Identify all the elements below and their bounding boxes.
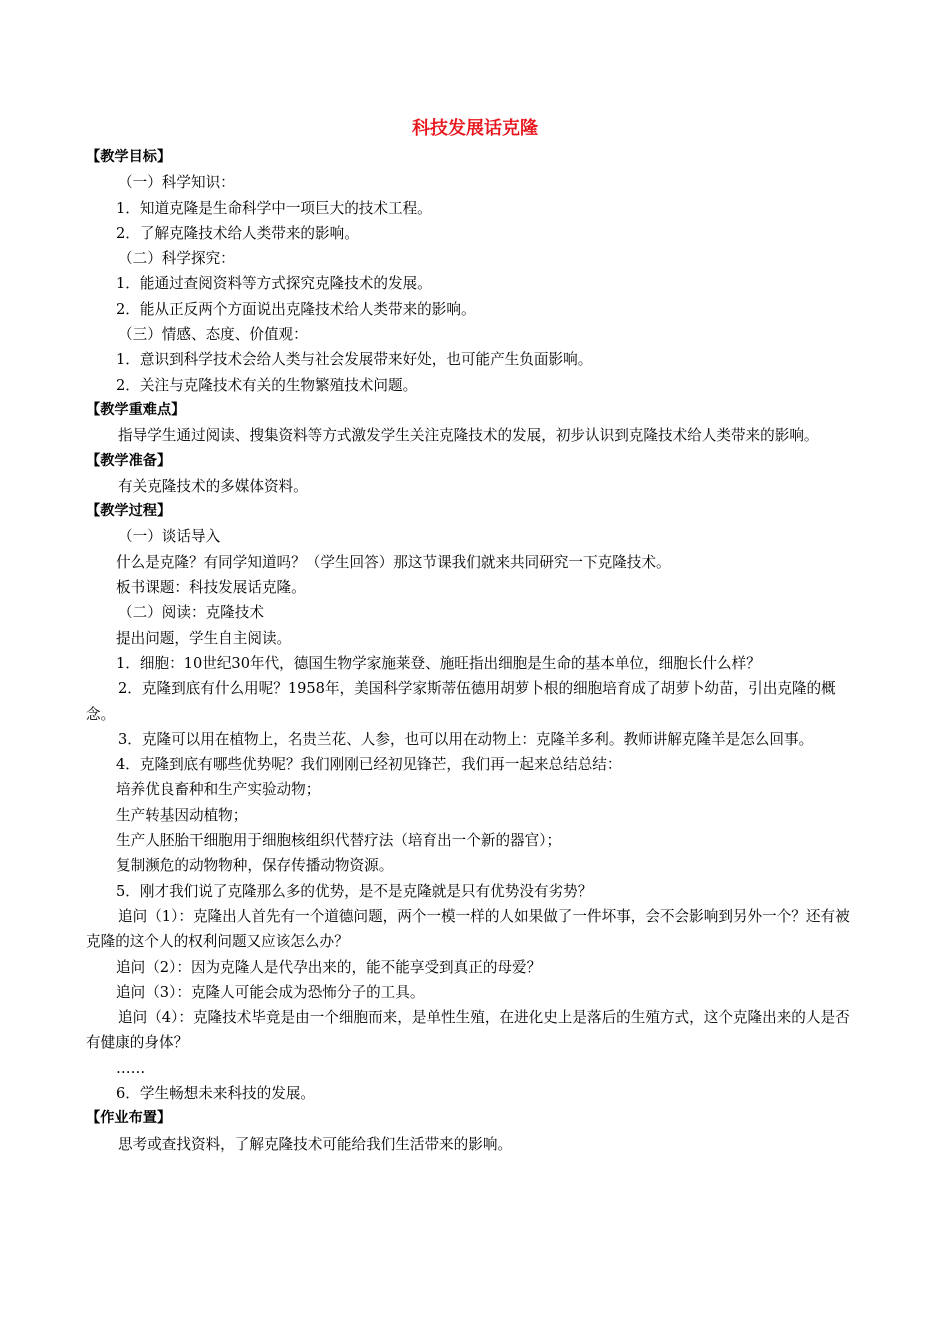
- document-title: 科技发展话克隆: [412, 118, 538, 139]
- goals-subheading: （一）科学知识：: [118, 174, 235, 192]
- process-ellipsis: ……: [116, 1059, 146, 1077]
- process-item: 5．刚才我们说了克隆那么多的优势，是不是克隆就是只有优势没有劣势？: [116, 882, 593, 900]
- process-item: 3．克隆可以用在植物上，名贵兰花、人参，也可以用在动物上：克隆羊多利。教师讲解克隆羊是怎么回事。: [118, 730, 814, 748]
- process-subheading: （二）阅读：克隆技术: [118, 604, 264, 622]
- process-paragraph: 板书课题：科技发展话克隆。: [116, 579, 306, 597]
- preparation-paragraph: 有关克隆技术的多媒体资料。: [118, 477, 308, 495]
- goals-item: 1．能通过查阅资料等方式探究克隆技术的发展。: [116, 275, 432, 293]
- process-list-line: 培养优良畜种和生产实验动物；: [116, 781, 321, 799]
- process-paragraph: 提出问题，学生自主阅读。: [116, 629, 292, 647]
- process-list-line: 生产转基因动植物；: [116, 806, 248, 824]
- process-paragraph: 什么是克隆？有同学知道吗？（学生回答）那这节课我们就来共同研究一下克隆技术。: [116, 553, 671, 571]
- process-question: 追问（1）：克隆出人首先有一个道德问题，两个一模一样的人如果做了一件坏事，会不会影响到另外一个？还有被克隆的这个人的权利问题又应该怎么办？: [86, 907, 850, 951]
- process-item: 1．细胞：10世纪30年代，德国生物学家施莱登、施旺指出细胞是生命的基本单位，细胞长什么样？: [116, 654, 761, 672]
- section-heading-process: 【教学过程】: [86, 503, 172, 520]
- process-question: 追问（4）：克隆技术毕竟是由一个细胞而来，是单性生殖，在进化史上是落后的生殖方式，这个克隆出来的人是否有健康的身体？: [86, 1009, 850, 1052]
- goals-subheading: （三）情感、态度、价值观：: [118, 326, 308, 344]
- document-body: [86, 145, 864, 1157]
- process-list-line: 生产人胚胎干细胞用于细胞核组织代替疗法（培育出一个新的器官）；: [116, 832, 562, 850]
- goals-item: 2．关注与克隆技术有关的生物繁殖技术问题。: [116, 376, 418, 394]
- key-points-paragraph: 指导学生通过阅读、搜集资料等方式激发学生关注克隆技术的发展，初步认识到克隆技术给人类带来的影响。: [118, 427, 819, 445]
- process-item: 6．学生畅想未来科技的发展。: [116, 1084, 316, 1102]
- process-question: 追问（3）：克隆人可能会成为恐怖分子的工具。: [116, 983, 425, 1001]
- homework-paragraph: 思考或查找资料，了解克隆技术可能给我们生活带来的影响。: [118, 1135, 513, 1153]
- goals-item: 2．了解克隆技术给人类带来的影响。: [116, 224, 359, 242]
- section-heading-homework: 【作业布置】: [86, 1110, 172, 1127]
- process-list-line: 复制濒危的动物物种，保存传播动物资源。: [116, 857, 394, 875]
- section-heading-key-points: 【教学重难点】: [86, 401, 186, 418]
- process-item: 2．克隆到底有什么用呢？1958年，美国科学家斯蒂伍德用胡萝卜根的细胞培育成了胡萝卜幼苗，引出克隆的概念。: [86, 680, 836, 723]
- goals-item: 1．意识到科学技术会给人类与社会发展带来好处，也可能产生负面影响。: [116, 351, 593, 369]
- section-heading-goals: 【教学目标】: [86, 149, 172, 165]
- section-heading-preparation: 【教学准备】: [86, 452, 172, 469]
- process-question: 追问（2）：因为克隆人是代孕出来的，能不能享受到真正的母爱？: [116, 958, 542, 976]
- goals-item: 1．知道克隆是生命科学中一项巨大的技术工程。: [116, 199, 432, 217]
- goals-item: 2．能从正反两个方面说出克隆技术给人类带来的影响。: [116, 300, 476, 318]
- process-item: 4．克隆到底有哪些优势呢？我们刚刚已经初见锋芒，我们再一起来总结总结：: [116, 756, 622, 774]
- process-subheading: （一）谈话导入: [118, 528, 221, 546]
- goals-subheading: （二）科学探究：: [118, 250, 235, 268]
